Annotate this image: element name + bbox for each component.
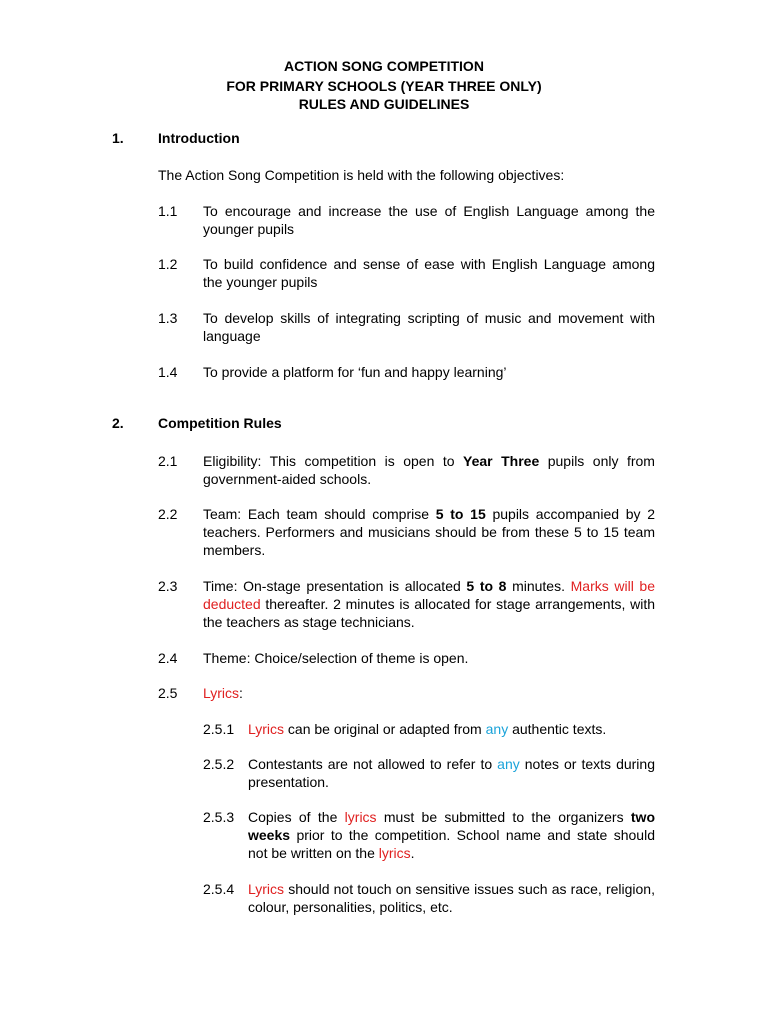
emphasis: 5 to 15 — [435, 506, 486, 522]
section-2-title: Competition Rules — [158, 415, 282, 431]
emphasis: Year Three — [463, 453, 540, 469]
section-1-intro: The Action Song Competition is held with the following objectives: — [158, 167, 565, 183]
item-text: Copies of the lyrics must be submitted to the organizers two weeks prior to the competition. School name and state should not be written on the lyrics. — [248, 809, 655, 861]
section-2-number: 2. — [112, 415, 124, 431]
highlight-red: lyrics — [378, 845, 411, 861]
document-title-line1: ACTION SONG COMPETITION — [284, 58, 484, 74]
document-title-line2: FOR PRIMARY SCHOOLS (YEAR THREE ONLY) — [226, 78, 542, 94]
item-text: Time: On-stage presentation is allocated 5 to 8 minutes. Marks will be deducted thereafter. 2 minutes is allocated for stage arrangements, with the teachers as stage technicians. — [203, 578, 655, 630]
item-number: 2.3 — [158, 578, 178, 594]
item-text: To provide a platform for ‘fun and happy learning’ — [203, 364, 507, 380]
item-number: 1.4 — [158, 364, 178, 380]
item-text: Lyrics should not touch on sensitive issues such as race, religion, colour, personalities, politics, etc. — [248, 881, 655, 915]
item-text: Team: Each team should comprise 5 to 15 pupils accompanied by 2 teachers. Performers and musicians should be from these 5 to 15 team members. — [203, 506, 656, 558]
emphasis: 5 to 8 — [466, 578, 507, 594]
item-text: Lyrics can be original or adapted from any authentic texts. — [248, 721, 607, 737]
item-text: Eligibility: This competition is open to Year Three pupils only from government-aided schools. — [203, 453, 655, 487]
highlight-red: lyrics — [344, 809, 377, 825]
item-text: Lyrics: — [203, 685, 243, 701]
emphasis: two weeks — [248, 809, 655, 843]
highlight-red: Marks will be deducted — [203, 578, 655, 612]
item-text: Contestants are not allowed to refer to any notes or texts during presentation. — [248, 756, 655, 790]
item-number: 1.1 — [158, 203, 178, 219]
highlight-blue: any — [485, 721, 509, 737]
item-number: 2.4 — [158, 650, 178, 666]
item-number: 2.1 — [158, 453, 178, 469]
item-text: To build confidence and sense of ease with English Language among the younger pupils — [203, 256, 655, 290]
highlight-red: Lyrics — [248, 881, 285, 897]
item-number: 2.2 — [158, 506, 178, 522]
item-text: To develop skills of integrating scripting of music and movement with language — [203, 310, 655, 344]
document-title-line3: RULES AND GUIDELINES — [298, 96, 470, 112]
highlight-red: Lyrics — [248, 721, 285, 737]
item-number: 2.5.2 — [203, 756, 235, 772]
item-number: 2.5.3 — [203, 809, 235, 825]
highlight-red: Lyrics — [203, 685, 240, 701]
item-number: 2.5.4 — [203, 881, 235, 897]
item-text: To encourage and increase the use of English Language among the younger pupils — [203, 203, 655, 237]
item-number: 1.2 — [158, 256, 178, 272]
item-number: 1.3 — [158, 310, 178, 326]
item-number: 2.5.1 — [203, 721, 235, 737]
highlight-blue: any — [497, 756, 520, 772]
section-1-number: 1. — [112, 130, 124, 146]
item-text: Theme: Choice/selection of theme is open. — [203, 650, 469, 666]
section-1-title: Introduction — [158, 130, 240, 146]
item-number: 2.5 — [158, 685, 178, 701]
